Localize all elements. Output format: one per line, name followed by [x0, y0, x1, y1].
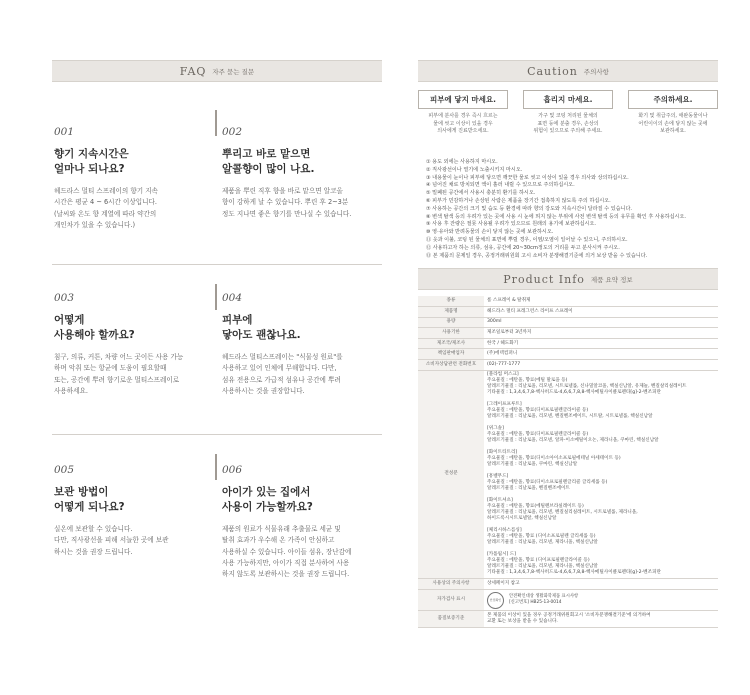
table-value — [484, 589, 718, 611]
divider — [52, 434, 382, 435]
table-row — [418, 306, 718, 317]
faq-answer: 침구, 의류, 커튼, 차량 어느 곳이든 사용 가능 하며 악취 또는 항균에 도움이 필요할때 또는, 공간에 뿌려 향기로운 멀티스프레이로 사용하세요. — [54, 353, 184, 395]
table-key: 제조국/제조사 — [418, 338, 484, 349]
faq-item — [54, 126, 212, 231]
table-key: 사용상의 주의사항 — [418, 579, 484, 590]
product-info-table — [418, 296, 718, 628]
faq-answer: 제품을 뿌린 직후 향을 바로 맡으면 알코올 향이 강하게 날 수 있습니다. 뿌린 후 2~3분 정도 지나면 좋은 향기를 만나실 수 있습니다. — [222, 187, 352, 218]
table-row — [418, 589, 718, 611]
table-value: 상세페이지 참고 — [484, 579, 718, 590]
caution-list-item: ⑬ 본 제품의 문제일 경우, 공정거래위원회 고시 소비자 분쟁해결기준에 의거 보상 받을 수 있습니다. — [426, 252, 648, 259]
table-row — [418, 328, 718, 339]
caution-card-title: 주의하세요. — [628, 90, 718, 109]
table-row — [418, 349, 718, 360]
faq-question: 어떻게 사용해야 할까요? — [54, 314, 135, 341]
table-value: (02)-777-1777 — [484, 359, 718, 370]
caution-subtitle: 주의사항 — [583, 67, 609, 76]
faq-question: 보관 방법이 어떻게 되나요? — [54, 486, 125, 513]
cert-text: 안전확인대상 생활화학제품 표시사항 [신고번호] HB25-13-0014 — [509, 594, 579, 605]
divider — [215, 284, 217, 310]
divider — [215, 454, 217, 480]
table-row — [418, 370, 718, 579]
caution-list-item: ⑤ 밀폐된 공간에서 사용시 충분히 환기를 하시오. — [426, 190, 536, 197]
faq-subtitle: 자주 묻는 질문 — [212, 67, 255, 76]
cert-block — [487, 592, 715, 609]
faq-number: 001 — [54, 126, 75, 138]
table-row — [418, 611, 718, 628]
faq-section — [52, 60, 382, 579]
caution-list-item: ⑥ 피부가 민감하거나 손상된 사람은 제품을 장기간 접촉하지 않도록 주의 하십시오. — [426, 197, 611, 204]
table-row — [418, 579, 718, 590]
faq-item — [54, 464, 212, 558]
caution-card-desc: 화기 및 취급주의, 애완동물이나 어린이이의 손에 닿지 않는 곳에 보관하세요. — [638, 113, 708, 134]
caution-card-desc: 피부에 분사를 경우 즉시 흐르는 물에 씻고 이상이 있을 경우 의사에게 진료받으세요. — [428, 113, 498, 134]
caution-card-desc: 가구 및 코팅 처리된 물체의 표면 등에 분출 경우, 손상의 위험이 있으므로 주의해 주세요. — [533, 113, 603, 134]
table-key: 책임판매업자 — [418, 349, 484, 360]
product-info-subtitle: 제품 요약 정보 — [590, 275, 633, 284]
caution-card-title: 흡리지 마세요. — [523, 90, 613, 109]
faq-answer: 실온에 보관할 수 있습니다. 다만, 직사광선을 피해 서늘한 곳에 보관 하시는 것을 권장 드립니다. — [54, 525, 169, 556]
caution-list-item: ⑪ 옷과 이불, 코팅 된 물체의 표면에 뿌릴 경우, 이염/오염이 일어날 수 있으니, 주의하시오. — [426, 236, 628, 243]
caution-list-item: ② 직사광선이나 열기에 노출시키지 마시오. — [426, 166, 523, 173]
caution-list-item: ⑩ 영·유아와 반려동물의 손이 닿지 않는 곳에 보관하시오. — [426, 229, 554, 236]
table-value: 한국 / 헤도화기 — [484, 338, 718, 349]
table-value: (주)에덱컴퍼니 — [484, 349, 718, 360]
product-info-title: Product Info — [503, 272, 585, 286]
caution-list-item: ⑨ 사용 후 잔량은 절못 사용될 우려가 있으므로 원래의 용기에 보관하십시오. — [426, 221, 596, 228]
divider — [52, 264, 382, 265]
table-value: 룸 스프레이 & 탈취제 — [484, 296, 718, 306]
caution-list-item: ③ 내용물이 눈이나 피부에 닿으면 깨끗한 물로 씻고 이상이 있을 경우 의사와 상의하십시오. — [426, 174, 629, 181]
table-value: 본 제품의 이상이 있을 경우 공정거래위원회고시 '소비자분쟁해결기준'에 의거하여 교환 또는 보상을 받을 수 있습니다. — [484, 611, 718, 628]
caution-list — [418, 159, 718, 260]
table-value: 제조일로부터 3년까지 — [484, 328, 718, 339]
product-info-header — [418, 268, 718, 290]
table-key: 사용기한 — [418, 328, 484, 339]
caution-list-item: ⑦ 사용하는 공간의 크기 및 습도 등 환경에 따라 향의 강도와 지속시간이 달라질 수 있습니다. — [426, 205, 632, 212]
caution-header — [418, 60, 718, 82]
safety-cert-icon: 안전확인 — [487, 592, 504, 609]
table-row — [418, 338, 718, 349]
faq-question: 아이가 있는 집에서 사용이 가능할까요? — [222, 486, 313, 513]
table-key: 품질보증기준 — [418, 611, 484, 628]
faq-header — [52, 60, 382, 82]
faq-number: 004 — [222, 292, 243, 304]
faq-item — [222, 292, 380, 397]
table-value: 헤드라스 멀티 프레그런스 라이프 스프레이 — [484, 306, 718, 317]
faq-number: 002 — [222, 126, 243, 138]
caution-cards — [418, 90, 718, 149]
faq-title: FAQ — [179, 64, 207, 78]
table-key: 용량 — [418, 317, 484, 328]
faq-question: 뿌리고 바로 맡으면 알콜향이 많이 나요. — [222, 148, 315, 175]
faq-item — [222, 126, 380, 220]
faq-item — [222, 464, 380, 580]
caution-card — [523, 90, 613, 149]
faq-question: 향기 지속시간은 얼마나 되나요? — [54, 148, 129, 175]
caution-list-item: ⑫ 사용하고자 하는 의류, 섬유, 공간에 20~30cm정도의 거리를 두고 분사시켜 주시오. — [426, 244, 620, 251]
faq-number: 006 — [222, 464, 243, 476]
table-key: 종류 — [418, 296, 484, 306]
caution-list-item: ① 용도 외에는 사용하지 마시오. — [426, 159, 498, 165]
table-key: 소비자상담관련 전화번호 — [418, 359, 484, 370]
table-key: 전성분 — [418, 370, 484, 579]
table-row — [418, 317, 718, 328]
faq-answer: 제품의 원료가 식물유래 추출물로 세균 및 탈취 효과가 우수해 온 가족이 안심하고 사용하실 수 있습니다. 아이들 섬유, 장난감에 사용 가능하지만, 아이가 직접 분사하여 사용 하지 않도록 보관하시는 것을 권장 드립니다. — [222, 525, 352, 579]
table-key: 자가검사 표시 — [418, 589, 484, 611]
table-value: 300ml — [484, 317, 718, 328]
caution-list-item: ⑧ 변색 탈색 등의 우려가 있는 곳에 사용 시 눈에 띄지 않는 부위에 사전 변색 탈색 등의 유무를 확인 후 사용하십시오. — [426, 213, 686, 220]
caution-section — [418, 60, 718, 628]
divider — [215, 110, 217, 136]
table-key: 제품명 — [418, 306, 484, 317]
caution-card — [418, 90, 508, 149]
caution-card — [628, 90, 718, 149]
ingredients-text: [블라썸 머스크] 주요물질 : 에탄올, 향료(에틸 말로을 등) 알레르기물질 : 리날로올, 리모넨, 시트로넬롤, 신나밀알코올, 헥실신남알, 유제놀, 벤질살리실레이트 기타물질 : 1,3,4,6,7,8-헥사히드로-4,6,6,7,8,8-헥사메틸사이클로펜타[g]-2-벤조피란 [그레이프프루트] 주요물질 : 에탄올, 향료(디이프로필렌글라이콜 등) 알레르기물질 : 리날로올, 리모넨, 벤질벤조에이트, 시트랄, 시트로넬롤, 헥실신남알 [위그솔] 주요물질 : 에탄올, 향료(디이프로필렌글라이콜 등) 알레르기물질 : 리날로올, 리모넨, 알파-이소메틸이오논, 제라니올, 쿠마린, 헥실신남알 [화이트티트리] 주요물질 : 에탄올, 향료(디이소아이소프로필에테닐 아세테이트 등) 알레르기물질 : 리날로올, 쿠마린, 헥실신남알 [흥벨무드] 주요물질 : 에탄올, 향료(디이소프로필렌글리콜 글리세롤 등) 알레르기물질 : 리날로올, 벤질벤조에이트 [화이트셔츠] 주요물질 : 에탄올, 향료(에틸렌브라실레이트 등) 알레르기물질 : 리날로올, 리모넨, 벤질실리실레이트, 시트로넬롤, 제라니올, 하이드록시시트로넬알, 헥실신남알 [체리시하스를싱] 주요물질 : 에탄올, 향료 (디이소프로필렌 글리세롤 등) 알레르기물질 : 리날로올, 리모넨, 제라니올, 헥실신남알 [카틀립시] 드] 주요물질 : 에탄올, 향료 (디이프로필렌글라이콜 등) 알레르기물질 : 리날로올, 리모넨, 제라니올, 헥실신남알 기타물질 : 1,3,4,6,7,8-헥사히드로-4,6,6,7,8,8-헥사메틸사이클로펜타[g]-2-벤조피란 — [484, 370, 718, 579]
faq-answer: 헤드라스 멀티스프레이는 "식물성 원료"를 사용하고 있어 인체에 무해합니다. 다만, 섬유 전용으로 가급적 섬유나 공간에 뿌려 사용하시는 것을 권장합니다. — [222, 353, 343, 395]
caution-card-title: 피부에 닿지 마세요. — [418, 90, 508, 109]
faq-number: 005 — [54, 464, 75, 476]
caution-title: Caution — [527, 64, 578, 78]
faq-item — [54, 292, 212, 397]
faq-answer: 헤드라스 멀티 스프레이의 향기 지속 시간은 평균 4 ~ 6시간 이상입니다. (날씨와 온도 향 계열에 따라 약간의 개인차가 있을 수 있습니다.) — [54, 187, 158, 229]
faq-number: 003 — [54, 292, 75, 304]
caution-list-item: ④ 넘어진 채로 방치되면 액이 흘러 내릴 수 있으므로 주의하십시오. — [426, 182, 575, 189]
table-row — [418, 359, 718, 370]
table-row — [418, 296, 718, 306]
faq-question: 피부에 닿아도 괜찮나요. — [222, 314, 301, 341]
